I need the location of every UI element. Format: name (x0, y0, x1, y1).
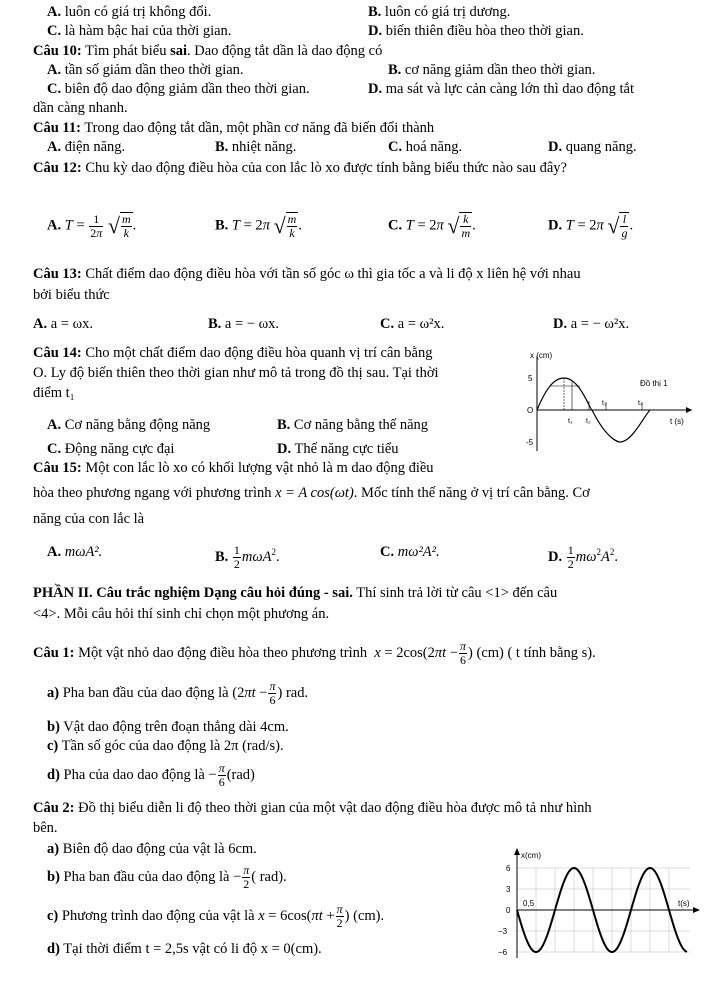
q11-option-b: B. nhiệt năng. (215, 139, 297, 155)
p1-statement-c: c) Tần số góc của dao động là 2π (rad/s). (47, 738, 284, 754)
q15-stem: Câu 15: Một con lắc lò xo có khối lượng vật nhỏ là m dao động điều (33, 460, 434, 476)
q14-option-b: B. Cơ năng bằng thế năng (277, 417, 429, 433)
q14-t3: t₃ (602, 400, 607, 407)
q14-stem: Câu 14: Cho một chất điểm dao động điều hòa quanh vị trí cân bằng (33, 345, 433, 361)
q11-option-c: C. hoá năng. (388, 139, 463, 155)
p2-xlabel: t(s) (678, 899, 690, 908)
q13-option-b: B. a = − ωx. (208, 316, 280, 332)
part2-instructions: <4>. Mỗi câu hỏi thí sinh chỉ chọn một phương án. (33, 606, 330, 622)
q14-t1: t₁ (568, 418, 573, 425)
p2-statement-c: c) Phương trình dao động của vật là x = 6cos(πt + $\frac{\pi}{2}$ ) (cm). (47, 902, 385, 931)
q10-option-b: B. cơ năng giảm dần theo thời gian. (388, 62, 596, 78)
q15-option-c: C. mω²A². (380, 544, 440, 560)
q10-stem: Câu 10: Tìm phát biểu sai. Dao động tắt dần là dao động có (33, 43, 383, 59)
p1-statement-b: b) Vật dao động trên đoạn thẳng dài 4cm. (47, 719, 289, 735)
p1-statement-a: a) Pha ban đầu của dao động là (2πt − $\frac{\pi}{6}$ ) rad. (47, 679, 309, 708)
q14-option-a: A. Cơ năng bằng động năng (47, 417, 211, 433)
q13-stem: Câu 13: Chất điểm dao động điều hòa với tần số góc ω thì gia tốc a và li độ x liên hệ với nhau (33, 266, 581, 282)
q14-option-d: D. Thế năng cực tiểu (277, 441, 399, 457)
q15-option-b: B. $\frac{1}{2}$ mωA$^2$. (215, 543, 280, 571)
top-option-a: A. luôn có giá trị không đổi. (47, 4, 212, 20)
part2-heading: PHẦN II. Câu trắc nghiệm Dạng câu hỏi đúng - sai. Thí sinh trả lời từ câu <1> đến câu (33, 585, 558, 601)
p2-graph (490, 846, 703, 966)
q14-option-c: C. Động năng cực đại (47, 441, 175, 457)
q14-xlabel: t (s) (670, 417, 684, 426)
q12-option-a: A. T = $\frac{1}{2\pi}$ √ $\frac{m}{k}$ . (47, 211, 137, 240)
p2-ytick-3: 3 (506, 885, 511, 894)
q14-graph (520, 346, 695, 454)
p2-statement-a: a) Biên độ dao động của vật là 6cm. (47, 841, 257, 857)
p2-ytick-0: 0 (506, 906, 511, 915)
q14-t4: t₄ (638, 400, 643, 407)
q10-option-c: C. biên độ dao động giảm dần theo thời gian. (47, 81, 310, 97)
q11-stem: Câu 11: Trong dao động tắt dần, một phần cơ năng đã biến đổi thành (33, 120, 435, 136)
top-option-c: C. là hàm bậc hai của thời gian. (47, 23, 232, 39)
p2-statement-d: d) Tại thời điểm t = 2,5s vật có li độ x = 0(cm). (47, 941, 322, 957)
q14-ylabel: x (cm) (530, 351, 553, 360)
top-option-b: B. luôn có giá trị dương. (368, 4, 511, 20)
p2-xtick-05: 0,5 (523, 899, 535, 908)
q13-stem-cont: bởi biểu thức (33, 287, 110, 303)
q14-ytick-neg5: -5 (526, 438, 534, 447)
q14-ytick-5: 5 (528, 374, 533, 383)
q15-option-d: D. $\frac{1}{2}$ $m\omega^2A^2$. (548, 543, 618, 571)
q12-option-c: C. T = 2π √ $\frac{k}{m}$ . (388, 212, 476, 240)
q13-option-a: A. a = ωx. (33, 316, 94, 332)
q14-stem-line2: O. Ly độ biến thiên theo thời gian như mô tả trong đồ thị sau. Tại thời (33, 365, 439, 381)
q13-option-d: D. a = − ω²x. (553, 316, 630, 332)
q11-option-a: A. điện năng. (47, 139, 126, 155)
q10-option-d-cont: dần càng nhanh. (33, 100, 128, 116)
q12-stem: Câu 12: Chu kỳ dao động điều hòa của con lắc lò xo được tính bằng biểu thức nào sau đây? (33, 160, 567, 176)
top-option-d: D. biến thiên điều hòa theo thời gian. (368, 23, 584, 39)
q15-option-a: A. mωA². (47, 544, 103, 560)
q12-option-d: D. T = 2π √ $\frac{l}{g}$ . (548, 212, 634, 240)
p2-statement-b: b) Pha ban đầu của dao động là − $\frac{\pi}{2}$ ( rad). (47, 863, 287, 892)
q14-t2: t₂ (586, 418, 591, 425)
p2-stem: Câu 2: Đồ thị biểu diễn li độ theo thời gian của một vật dao động điều hòa được mô tả như hình (33, 800, 592, 816)
q14-graph-title: Đồ thị 1 (640, 379, 668, 388)
q14-stem-line3: điểm t₁ (33, 385, 75, 401)
q15-stem-line2: hòa theo phương ngang với phương trình x = A cos(ωt). Mốc tính thế năng ở vị trí cân bằng. Cơ (33, 485, 590, 501)
p2-ytick-neg6: −6 (498, 948, 508, 957)
q11-option-d: D. quang năng. (548, 139, 637, 155)
p1-stem: Câu 1: Một vật nhỏ dao động điều hòa theo phương trình x = 2cos(2πt − $\frac{\pi}{6}$ ) (cm) ( t tính bằng s). (33, 639, 596, 668)
q13-option-c: C. a = ω²x. (380, 316, 445, 332)
p2-ytick-neg3: −3 (498, 927, 508, 936)
p2-stem-line2: bên. (33, 820, 58, 836)
q10-option-a: A. tần số giảm dần theo thời gian. (47, 62, 244, 78)
p1-statement-d: d) Pha của dao dao động là − $\frac{\pi}{6}$ (rad) (47, 761, 255, 790)
q10-option-d: D. ma sát và lực cản càng lớn thì dao động tắt (368, 81, 634, 97)
q12-option-b: B. T = 2π √ $\frac{m}{k}$ . (215, 212, 302, 240)
q15-stem-line3: năng của con lắc là (33, 511, 145, 527)
p2-ytick-6: 6 (506, 864, 511, 873)
p2-ylabel: x(cm) (521, 851, 541, 860)
q14-origin: O (527, 406, 534, 415)
